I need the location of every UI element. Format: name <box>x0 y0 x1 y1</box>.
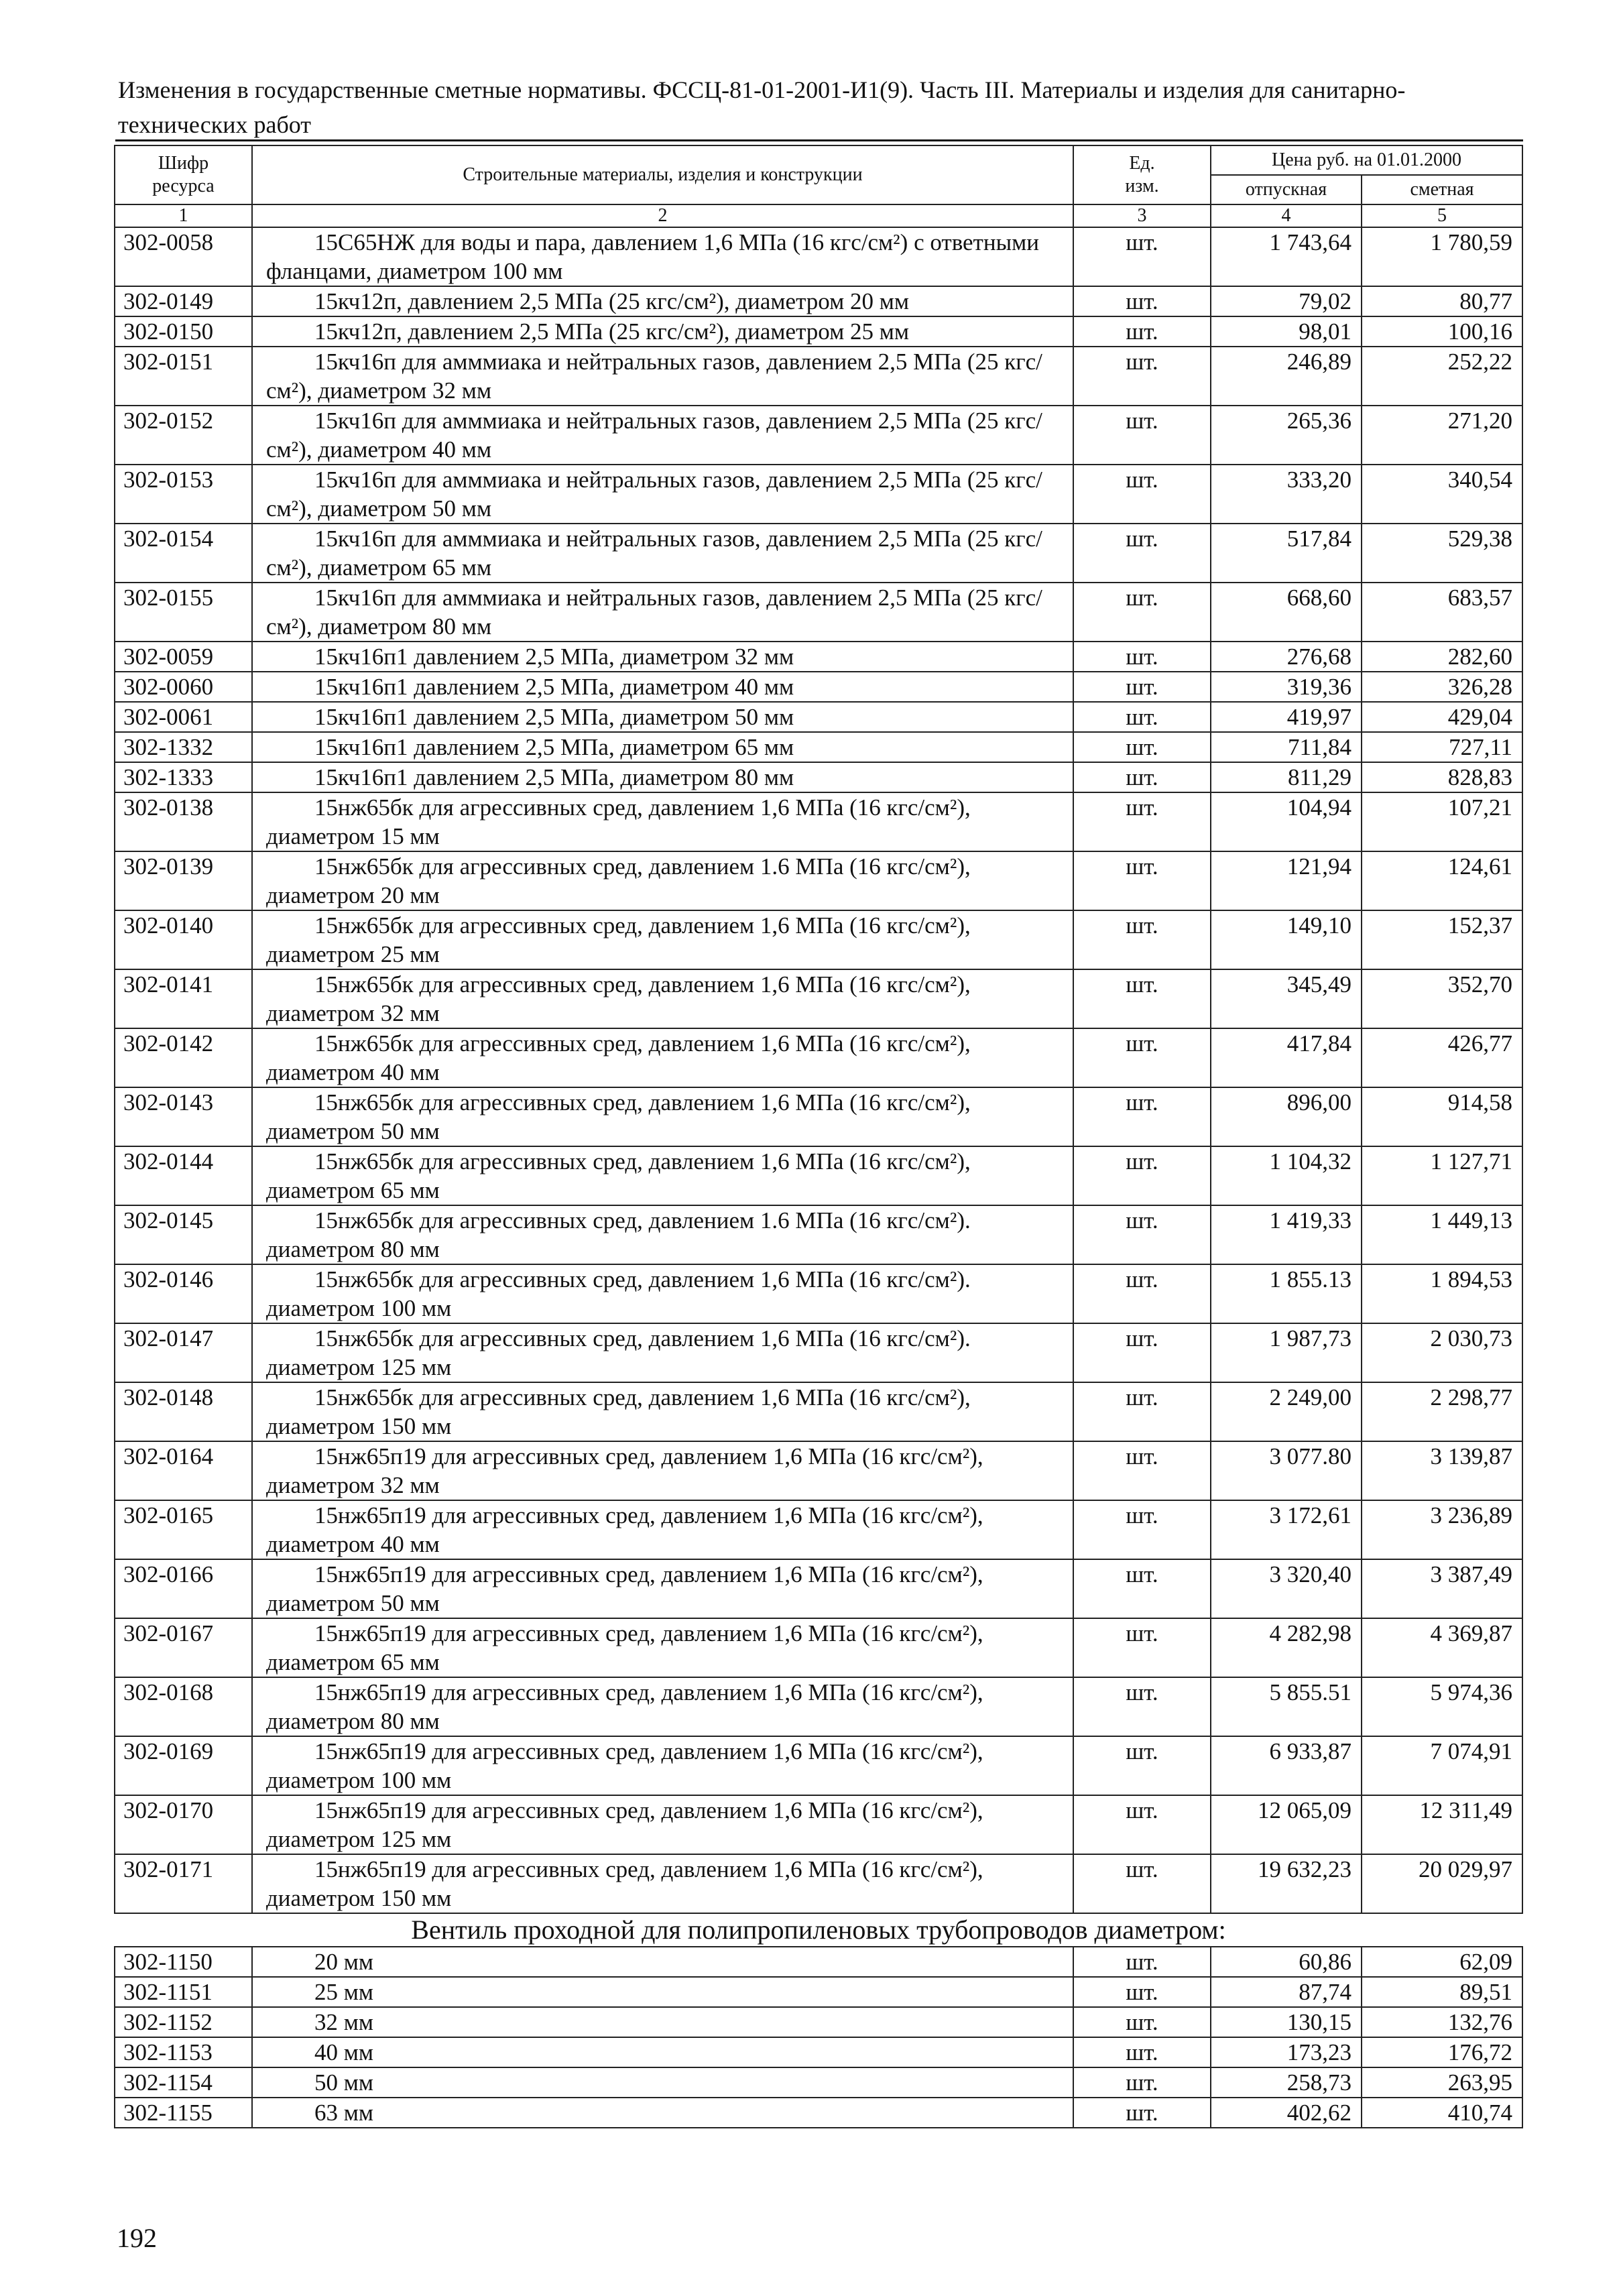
unit: шт. <box>1073 1947 1211 1977</box>
unit: шт. <box>1073 1618 1211 1677</box>
table-row <box>115 792 1522 851</box>
price-estimate: 914,58 <box>1362 1087 1522 1146</box>
price-estimate: 282,60 <box>1362 642 1522 672</box>
price-release: 258,73 <box>1211 2067 1362 2098</box>
resource-code: 302-0153 <box>115 465 252 524</box>
table-row <box>115 465 1522 524</box>
material-name: 15нж65бк для агрессивных сред, давлением 1.6 МПа (16 кгс/см²). диаметром 80 мм <box>252 1205 1073 1264</box>
unit: шт. <box>1073 910 1211 969</box>
header-price-estimate: сметная <box>1362 175 1522 204</box>
unit: шт. <box>1073 347 1211 406</box>
column-number: 2 <box>252 204 1073 227</box>
material-name: 15нж65бк для агрессивных сред, давлением 1,6 МПа (16 кгс/см²), диаметром 15 мм <box>252 792 1073 851</box>
material-name: 15кч16п1 давлением 2,5 МПа, диаметром 65 мм <box>252 732 1073 762</box>
resource-code: 302-0164 <box>115 1441 252 1500</box>
resource-code: 302-1150 <box>115 1947 252 1977</box>
resource-code: 302-0140 <box>115 910 252 969</box>
price-release: 668,60 <box>1211 583 1362 642</box>
price-release: 121,94 <box>1211 851 1362 910</box>
price-release: 19 632,23 <box>1211 1854 1362 1913</box>
column-number: 4 <box>1211 204 1362 227</box>
table-row <box>115 1618 1522 1677</box>
material-name: 15нж65п19 для агрессивных сред, давлением 1,6 МПа (16 кгс/см²), диаметром 65 мм <box>252 1618 1073 1677</box>
table-row <box>115 1736 1522 1795</box>
price-release: 3 077.80 <box>1211 1441 1362 1500</box>
price-estimate: 727,11 <box>1362 732 1522 762</box>
resource-code: 302-0144 <box>115 1146 252 1205</box>
resource-code: 302-0171 <box>115 1854 252 1913</box>
resource-code: 302-0138 <box>115 792 252 851</box>
price-estimate: 2 030,73 <box>1362 1323 1522 1382</box>
price-estimate: 1 894,53 <box>1362 1264 1522 1323</box>
price-release: 3 320,40 <box>1211 1559 1362 1618</box>
table-row <box>115 910 1522 969</box>
material-name: 15кч16п1 давлением 2,5 МПа, диаметром 32 мм <box>252 642 1073 672</box>
table-row <box>115 1441 1522 1500</box>
material-name: 15кч16п для амммиака и нейтральных газов, давлением 2,5 МПа (25 кгс/см²), диаметром 50 мм <box>252 465 1073 524</box>
table-row <box>115 969 1522 1028</box>
column-numbers-row <box>115 204 1522 227</box>
material-name: 15кч12п, давлением 2,5 МПа (25 кгс/см²), диаметром 20 мм <box>252 286 1073 316</box>
price-estimate: 263,95 <box>1362 2067 1522 2098</box>
price-release: 6 933,87 <box>1211 1736 1362 1795</box>
material-name: 15кч16п1 давлением 2,5 МПа, диаметром 80 мм <box>252 762 1073 792</box>
column-number: 1 <box>115 204 252 227</box>
price-estimate: 4 369,87 <box>1362 1618 1522 1677</box>
resource-code: 302-1154 <box>115 2067 252 2098</box>
material-name: 50 мм <box>252 2067 1073 2098</box>
table-row <box>115 1795 1522 1854</box>
unit: шт. <box>1073 732 1211 762</box>
table-row <box>115 2007 1522 2037</box>
table-row <box>115 1977 1522 2007</box>
unit: шт. <box>1073 702 1211 732</box>
resource-code: 302-0166 <box>115 1559 252 1618</box>
price-estimate: 80,77 <box>1362 286 1522 316</box>
price-estimate: 1 449,13 <box>1362 1205 1522 1264</box>
table-row <box>115 1677 1522 1736</box>
unit: шт. <box>1073 406 1211 465</box>
table-header <box>115 145 1522 227</box>
resource-code: 302-0151 <box>115 347 252 406</box>
table-row <box>115 347 1522 406</box>
table-row <box>115 1205 1522 1264</box>
table-row <box>115 2098 1522 2128</box>
unit: шт. <box>1073 792 1211 851</box>
price-estimate: 124,61 <box>1362 851 1522 910</box>
price-estimate: 429,04 <box>1362 702 1522 732</box>
price-release: 3 172,61 <box>1211 1500 1362 1559</box>
table-row <box>115 583 1522 642</box>
unit: шт. <box>1073 1677 1211 1736</box>
resource-code: 302-0152 <box>115 406 252 465</box>
material-name: 15кч16п для амммиака и нейтральных газов, давлением 2,5 МПа (25 кгс/см²), диаметром 40 мм <box>252 406 1073 465</box>
price-release: 319,36 <box>1211 672 1362 702</box>
price-estimate: 340,54 <box>1362 465 1522 524</box>
unit: шт. <box>1073 851 1211 910</box>
header-code <box>115 145 252 204</box>
price-release: 517,84 <box>1211 524 1362 583</box>
table-row <box>115 1500 1522 1559</box>
material-name: 15нж65бк для агрессивных сред, давлением 1,6 МПа (16 кгс/см²), диаметром 40 мм <box>252 1028 1073 1087</box>
page-title: Изменения в государственные сметные нормативы. ФССЦ-81-01-2001-И1(9). Часть III. Материалы и изделия для санитарно-технических работ <box>118 76 1406 138</box>
section-header <box>115 1913 1522 1947</box>
material-name: 15нж65бк для агрессивных сред, давлением 1,6 МПа (16 кгс/см²), диаметром 150 мм <box>252 1382 1073 1441</box>
price-estimate: 352,70 <box>1362 969 1522 1028</box>
unit: шт. <box>1073 672 1211 702</box>
column-number: 5 <box>1362 204 1522 227</box>
price-estimate: 5 974,36 <box>1362 1677 1522 1736</box>
price-estimate: 7 074,91 <box>1362 1736 1522 1795</box>
price-estimate: 410,74 <box>1362 2098 1522 2128</box>
price-release: 149,10 <box>1211 910 1362 969</box>
header-code-line2: ресурса <box>152 176 215 196</box>
resource-code: 302-1151 <box>115 1977 252 2007</box>
resource-code: 302-1152 <box>115 2007 252 2037</box>
material-name: 15нж65бк для агрессивных сред, давлением 1,6 МПа (16 кгс/см²). диаметром 125 мм <box>252 1323 1073 1382</box>
table-row <box>115 1854 1522 1913</box>
material-name: 15кч16п для амммиака и нейтральных газов, давлением 2,5 МПа (25 кгс/см²), диаметром 80 мм <box>252 583 1073 642</box>
resource-code: 302-1155 <box>115 2098 252 2128</box>
price-release: 1 419,33 <box>1211 1205 1362 1264</box>
material-name: 15кч12п, давлением 2,5 МПа (25 кгс/см²), диаметром 25 мм <box>252 316 1073 347</box>
price-estimate: 20 029,97 <box>1362 1854 1522 1913</box>
material-name: 15кч16п1 давлением 2,5 МПа, диаметром 40 мм <box>252 672 1073 702</box>
unit: шт. <box>1073 1382 1211 1441</box>
price-release: 333,20 <box>1211 465 1362 524</box>
unit: шт. <box>1073 2098 1211 2128</box>
price-estimate: 426,77 <box>1362 1028 1522 1087</box>
unit: шт. <box>1073 524 1211 583</box>
header-unit-line2: изм. <box>1125 176 1159 196</box>
material-name: 15нж65п19 для агрессивных сред, давлением 1,6 МПа (16 кгс/см²), диаметром 100 мм <box>252 1736 1073 1795</box>
price-estimate: 152,37 <box>1362 910 1522 969</box>
material-name: 15кч16п для амммиака и нейтральных газов, давлением 2,5 МПа (25 кгс/см²), диаметром 32 мм <box>252 347 1073 406</box>
price-estimate: 62,09 <box>1362 1947 1522 1977</box>
unit: шт. <box>1073 465 1211 524</box>
table-row <box>115 642 1522 672</box>
resource-code: 302-1153 <box>115 2037 252 2067</box>
unit: шт. <box>1073 1087 1211 1146</box>
unit: шт. <box>1073 1028 1211 1087</box>
table-row <box>115 1087 1522 1146</box>
price-estimate: 3 236,89 <box>1362 1500 1522 1559</box>
material-name: 15нж65п19 для агрессивных сред, давлением 1,6 МПа (16 кгс/см²), диаметром 80 мм <box>252 1677 1073 1736</box>
price-release: 173,23 <box>1211 2037 1362 2067</box>
table-row <box>115 1382 1522 1441</box>
header-unit-line1: Ед. <box>1129 153 1155 174</box>
material-name: 25 мм <box>252 1977 1073 2007</box>
price-release: 1 104,32 <box>1211 1146 1362 1205</box>
section-body <box>115 1947 1522 2128</box>
price-estimate: 89,51 <box>1362 1977 1522 2007</box>
price-table <box>114 145 1523 2128</box>
resource-code: 302-0058 <box>115 227 252 286</box>
resource-code: 302-0139 <box>115 851 252 910</box>
table-row <box>115 702 1522 732</box>
price-estimate: 176,72 <box>1362 2037 1522 2067</box>
resource-code: 302-0146 <box>115 1264 252 1323</box>
resource-code: 302-0061 <box>115 702 252 732</box>
unit: шт. <box>1073 583 1211 642</box>
material-name: 15нж65бк для агрессивных сред, давлением 1,6 МПа (16 кгс/см²), диаметром 50 мм <box>252 1087 1073 1146</box>
unit: шт. <box>1073 2037 1211 2067</box>
table-row <box>115 1146 1522 1205</box>
material-name: 15нж65п19 для агрессивных сред, давлением 1,6 МПа (16 кгс/см²), диаметром 125 мм <box>252 1795 1073 1854</box>
resource-code: 302-0060 <box>115 672 252 702</box>
material-name: 15нж65п19 для агрессивных сред, давлением 1,6 МПа (16 кгс/см²), диаметром 40 мм <box>252 1500 1073 1559</box>
resource-code: 302-0167 <box>115 1618 252 1677</box>
price-release: 246,89 <box>1211 347 1362 406</box>
header-name: Строительные материалы, изделия и конструкции <box>252 145 1073 204</box>
price-release: 345,49 <box>1211 969 1362 1028</box>
price-estimate: 529,38 <box>1362 524 1522 583</box>
material-name: 15нж65бк для агрессивных сред, давлением 1,6 МПа (16 кгс/см²), диаметром 32 мм <box>252 969 1073 1028</box>
column-number: 3 <box>1073 204 1211 227</box>
resource-code: 302-0155 <box>115 583 252 642</box>
price-release: 811,29 <box>1211 762 1362 792</box>
price-release: 276,68 <box>1211 642 1362 672</box>
header-price-release: отпускная <box>1211 175 1362 204</box>
unit: шт. <box>1073 642 1211 672</box>
price-estimate: 3 139,87 <box>1362 1441 1522 1500</box>
resource-code: 302-0142 <box>115 1028 252 1087</box>
unit: шт. <box>1073 2007 1211 2037</box>
resource-code: 302-0143 <box>115 1087 252 1146</box>
price-release: 265,36 <box>1211 406 1362 465</box>
resource-code: 302-0150 <box>115 316 252 347</box>
unit: шт. <box>1073 1146 1211 1205</box>
header-code-line1: Шифр <box>158 153 209 174</box>
unit: шт. <box>1073 1559 1211 1618</box>
price-release: 711,84 <box>1211 732 1362 762</box>
resource-code: 302-0059 <box>115 642 252 672</box>
unit: шт. <box>1073 1500 1211 1559</box>
unit: шт. <box>1073 1264 1211 1323</box>
price-release: 1 743,64 <box>1211 227 1362 286</box>
resource-code: 302-0165 <box>115 1500 252 1559</box>
unit: шт. <box>1073 969 1211 1028</box>
table-row <box>115 227 1522 286</box>
resource-code: 302-0154 <box>115 524 252 583</box>
header-unit <box>1073 145 1211 204</box>
material-name: 15нж65бк для агрессивных сред, давлением 1,6 МПа (16 кгс/см²), диаметром 25 мм <box>252 910 1073 969</box>
price-release: 104,94 <box>1211 792 1362 851</box>
material-name: 15кч16п1 давлением 2,5 МПа, диаметром 50 мм <box>252 702 1073 732</box>
table-row <box>115 672 1522 702</box>
price-release: 79,02 <box>1211 286 1362 316</box>
material-name: 15кч16п для амммиака и нейтральных газов, давлением 2,5 МПа (25 кгс/см²), диаметром 65 мм <box>252 524 1073 583</box>
price-release: 419,97 <box>1211 702 1362 732</box>
resource-code: 302-0149 <box>115 286 252 316</box>
price-estimate: 1 127,71 <box>1362 1146 1522 1205</box>
header-price-group: Цена руб. на 01.01.2000 <box>1211 145 1522 175</box>
price-estimate: 132,76 <box>1362 2007 1522 2037</box>
table-row <box>115 316 1522 347</box>
price-estimate: 107,21 <box>1362 792 1522 851</box>
page-number: 192 <box>117 2223 157 2253</box>
table-row <box>115 762 1522 792</box>
unit: шт. <box>1073 286 1211 316</box>
unit: шт. <box>1073 1323 1211 1382</box>
resource-code: 302-1333 <box>115 762 252 792</box>
resource-code: 302-0170 <box>115 1795 252 1854</box>
price-release: 417,84 <box>1211 1028 1362 1087</box>
price-release: 402,62 <box>1211 2098 1362 2128</box>
resource-code: 302-1332 <box>115 732 252 762</box>
price-estimate: 2 298,77 <box>1362 1382 1522 1441</box>
header-divider <box>115 139 1523 141</box>
table-row <box>115 851 1522 910</box>
price-estimate: 683,57 <box>1362 583 1522 642</box>
price-release: 98,01 <box>1211 316 1362 347</box>
price-release: 5 855.51 <box>1211 1677 1362 1736</box>
unit: шт. <box>1073 227 1211 286</box>
resource-code: 302-0168 <box>115 1677 252 1736</box>
table-row <box>115 1028 1522 1087</box>
table-row <box>115 524 1522 583</box>
price-release: 1 987,73 <box>1211 1323 1362 1382</box>
resource-code: 302-0145 <box>115 1205 252 1264</box>
table-row <box>115 2067 1522 2098</box>
price-estimate: 252,22 <box>1362 347 1522 406</box>
price-release: 4 282,98 <box>1211 1618 1362 1677</box>
material-name: 20 мм <box>252 1947 1073 1977</box>
unit: шт. <box>1073 1205 1211 1264</box>
price-estimate: 100,16 <box>1362 316 1522 347</box>
price-estimate: 326,28 <box>1362 672 1522 702</box>
material-name: 15нж65п19 для агрессивных сред, давлением 1,6 МПа (16 кгс/см²), диаметром 32 мм <box>252 1441 1073 1500</box>
material-name: 15С65НЖ для воды и пара, давлением 1,6 МПа (16 кгс/см²) с ответными фланцами, диаметром 100 мм <box>252 227 1073 286</box>
material-name: 15нж65бк для агрессивных сред, давлением 1,6 МПа (16 кгс/см²). диаметром 100 мм <box>252 1264 1073 1323</box>
price-release: 12 065,09 <box>1211 1795 1362 1854</box>
price-estimate: 3 387,49 <box>1362 1559 1522 1618</box>
table-row <box>115 1323 1522 1382</box>
table-row <box>115 1559 1522 1618</box>
unit: шт. <box>1073 1854 1211 1913</box>
table-row <box>115 1947 1522 1977</box>
unit: шт. <box>1073 1977 1211 2007</box>
price-estimate: 12 311,49 <box>1362 1795 1522 1854</box>
price-release: 1 855.13 <box>1211 1264 1362 1323</box>
price-release: 896,00 <box>1211 1087 1362 1146</box>
table-row <box>115 1264 1522 1323</box>
unit: шт. <box>1073 762 1211 792</box>
material-name: 40 мм <box>252 2037 1073 2067</box>
table-row <box>115 2037 1522 2067</box>
price-release: 130,15 <box>1211 2007 1362 2037</box>
table-body <box>115 227 1522 1913</box>
material-name: 15нж65п19 для агрессивных сред, давлением 1,6 МПа (16 кгс/см²), диаметром 150 мм <box>252 1854 1073 1913</box>
resource-code: 302-0169 <box>115 1736 252 1795</box>
resource-code: 302-0148 <box>115 1382 252 1441</box>
resource-code: 302-0141 <box>115 969 252 1028</box>
material-name: 15нж65п19 для агрессивных сред, давлением 1,6 МПа (16 кгс/см²), диаметром 50 мм <box>252 1559 1073 1618</box>
price-release: 2 249,00 <box>1211 1382 1362 1441</box>
material-name: 15нж65бк для агрессивных сред, давлением 1.6 МПа (16 кгс/см²), диаметром 20 мм <box>252 851 1073 910</box>
unit: шт. <box>1073 2067 1211 2098</box>
price-release: 87,74 <box>1211 1977 1362 2007</box>
resource-code: 302-0147 <box>115 1323 252 1382</box>
unit: шт. <box>1073 1441 1211 1500</box>
price-release: 60,86 <box>1211 1947 1362 1977</box>
table-row <box>115 406 1522 465</box>
table-row <box>115 286 1522 316</box>
material-name: 15нж65бк для агрессивных сред, давлением 1,6 МПа (16 кгс/см²), диаметром 65 мм <box>252 1146 1073 1205</box>
section-title: Вентиль проходной для полипропиленовых трубопроводов диаметром: <box>115 1913 1522 1947</box>
price-estimate: 828,83 <box>1362 762 1522 792</box>
price-estimate: 271,20 <box>1362 406 1522 465</box>
table-row <box>115 732 1522 762</box>
material-name: 63 мм <box>252 2098 1073 2128</box>
unit: шт. <box>1073 1795 1211 1854</box>
material-name: 32 мм <box>252 2007 1073 2037</box>
unit: шт. <box>1073 316 1211 347</box>
unit: шт. <box>1073 1736 1211 1795</box>
price-estimate: 1 780,59 <box>1362 227 1522 286</box>
